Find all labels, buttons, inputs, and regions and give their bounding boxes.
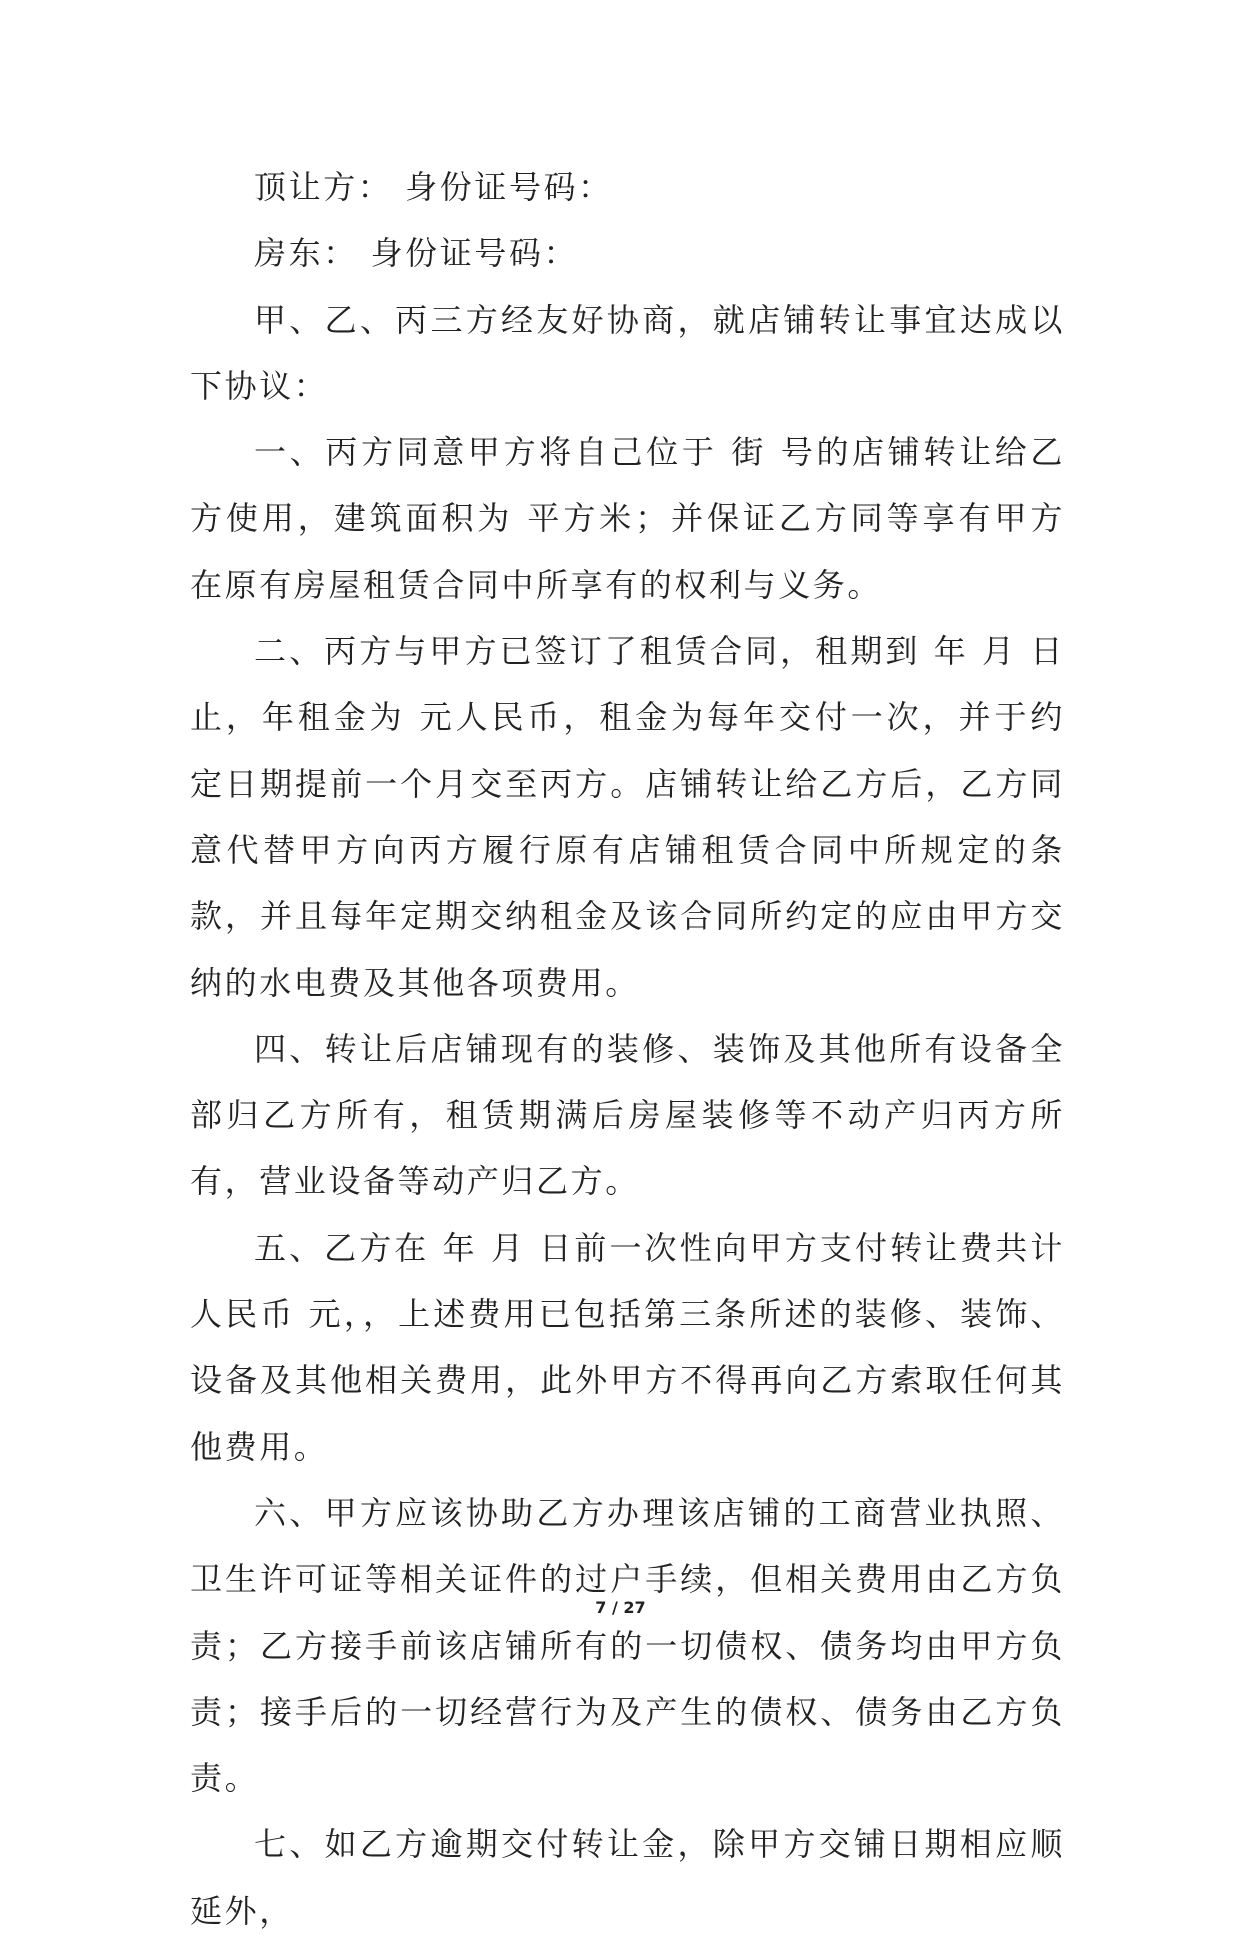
- clause-four: 四、转让后店铺现有的装修、装饰及其他所有设备全部归乙方所有，租赁期满后房屋装修等不动产归丙方所有，营业设备等动产归乙方。: [190, 1029, 1065, 1201]
- party-line-transferee: 顶让方： 身份证号码：: [254, 168, 613, 206]
- agreement-intro: 甲、乙、丙三方经友好协商，就店铺转让事宜达成以下协议：: [190, 300, 1065, 405]
- document-body: [190, 154, 1065, 1944]
- clause-six: 六、甲方应该协助乙方办理该店铺的工商营业执照、卫生许可证等相关证件的过户手续，但相关费用由乙方负责；乙方接手前该店铺所有的一切债权、债务均由甲方负责；接手后的一切经营行为及产生的债权、债务由乙方负责。: [190, 1493, 1065, 1798]
- party-line-landlord: 房东： 身份证号码：: [254, 234, 579, 273]
- clause-two: 二、丙方与甲方已签订了租赁合同，租期到 年 月 日止，年租金为 元人民币，租金为每年交付一次，并于约定日期提前一个月交至丙方。店铺转让给乙方后，乙方同意代替甲方向丙方履行原有店铺租赁合同中所规定的条款，并且每年定期交纳租金及该合同所约定的应由甲方交纳的水电费及其他各项费用。: [190, 632, 1065, 1002]
- clause-five: 五、乙方在 年 月 日前一次性向甲方支付转让费共计人民币 元，，上述费用已包括第三条所述的装修、装饰、设备及其他相关费用，此外甲方不得再向乙方索取任何其他费用。: [190, 1228, 1065, 1466]
- clause-one: 一、丙方同意甲方将自己位于 街 号的店铺转让给乙方使用，建筑面积为 平方米；并保证乙方同等享有甲方在原有房屋租赁合同中所享有的权利与义务。: [190, 433, 1065, 604]
- page-number: 7 / 27: [595, 1598, 646, 1617]
- clause-seven: 七、如乙方逾期交付转让金，除甲方交铺日期相应顺延外，: [190, 1825, 1065, 1930]
